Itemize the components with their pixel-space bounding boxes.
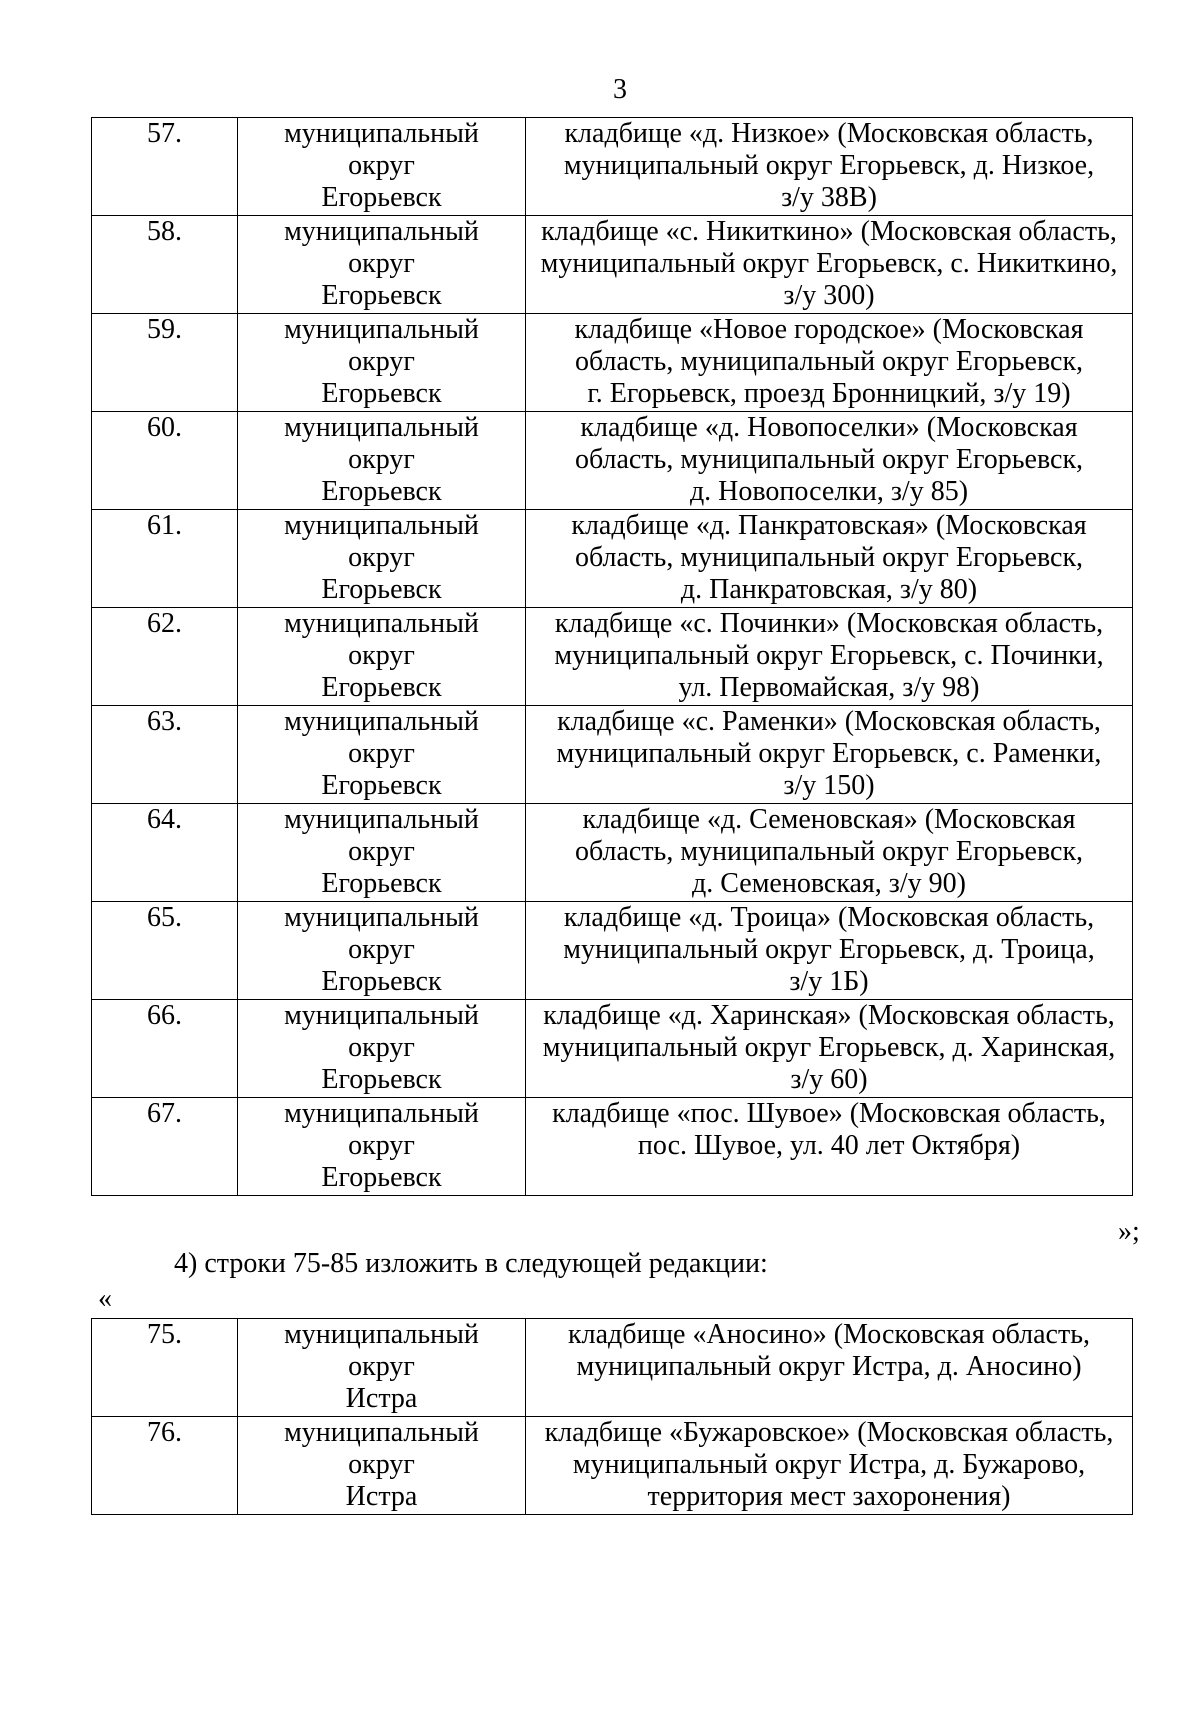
okrug-line: муниципальный xyxy=(284,118,479,149)
description-line: муниципальный округ Егорьевск, д. Низкое, xyxy=(563,150,1095,181)
okrug-line: муниципальный xyxy=(284,412,479,443)
cemetery-table-1 xyxy=(91,117,1133,1196)
row-number: 75. xyxy=(92,1319,238,1417)
description-line: кладбище «д. Новопоселки» (Московская xyxy=(580,412,1078,443)
okrug-line: Егорьевск xyxy=(321,574,442,605)
table-row xyxy=(92,804,1133,902)
okrug-line: муниципальный xyxy=(284,1417,479,1448)
description-cell xyxy=(526,216,1133,314)
description-line: кладбище «д. Харинская» (Московская область, xyxy=(543,1000,1115,1031)
description-line: область, муниципальный округ Егорьевск, xyxy=(574,346,1084,377)
okrug-line: округ xyxy=(348,444,415,475)
okrug-cell xyxy=(238,412,526,510)
table-row xyxy=(92,1319,1133,1417)
okrug-line: округ xyxy=(348,1449,415,1480)
opening-quote: « xyxy=(98,1283,112,1314)
okrug-cell xyxy=(238,216,526,314)
description-line: область, муниципальный округ Егорьевск, xyxy=(574,542,1084,573)
row-number: 61. xyxy=(92,510,238,608)
okrug-line: Егорьевск xyxy=(321,1064,442,1095)
okrug-line: округ xyxy=(348,1130,415,1161)
description-line: область, муниципальный округ Егорьевск, xyxy=(574,836,1084,867)
okrug-cell xyxy=(238,608,526,706)
description-line: муниципальный округ Егорьевск, с. Починки, xyxy=(554,640,1104,671)
row-number: 58. xyxy=(92,216,238,314)
description-line: ул. Первомайская, з/у 98) xyxy=(678,672,980,703)
okrug-line: Егорьевск xyxy=(321,182,442,213)
description-line: кладбище «с. Никиткино» (Московская область, xyxy=(541,216,1117,247)
table-row xyxy=(92,314,1133,412)
row-number: 59. xyxy=(92,314,238,412)
row-number: 65. xyxy=(92,902,238,1000)
okrug-line: муниципальный xyxy=(284,314,479,345)
description-line: з/у 300) xyxy=(783,280,875,311)
cemetery-table-2 xyxy=(91,1318,1133,1515)
description-cell xyxy=(526,804,1133,902)
okrug-line: округ xyxy=(348,1351,415,1382)
table-row xyxy=(92,1098,1133,1196)
instruction-text: 4) строки 75-85 изложить в следующей редакции: xyxy=(174,1248,768,1279)
okrug-line: муниципальный xyxy=(284,216,479,247)
okrug-line: Егорьевск xyxy=(321,476,442,507)
okrug-line: округ xyxy=(348,738,415,769)
okrug-line: муниципальный xyxy=(284,804,479,835)
okrug-line: округ xyxy=(348,248,415,279)
description-line: кладбище «пос. Шувое» (Московская область, xyxy=(552,1098,1106,1129)
okrug-line: округ xyxy=(348,640,415,671)
description-cell xyxy=(526,1000,1133,1098)
description-line: пос. Шувое, ул. 40 лет Октября) xyxy=(637,1130,1021,1161)
table-row xyxy=(92,510,1133,608)
description-cell xyxy=(526,118,1133,216)
description-line: з/у 60) xyxy=(790,1064,868,1095)
description-cell xyxy=(526,608,1133,706)
okrug-line: округ xyxy=(348,346,415,377)
okrug-line: Истра xyxy=(345,1481,418,1512)
table-row xyxy=(92,1000,1133,1098)
okrug-line: Егорьевск xyxy=(321,280,442,311)
okrug-line: округ xyxy=(348,934,415,965)
description-line: область, муниципальный округ Егорьевск, xyxy=(574,444,1084,475)
okrug-cell xyxy=(238,1000,526,1098)
table-row xyxy=(92,608,1133,706)
description-cell xyxy=(526,314,1133,412)
okrug-line: Егорьевск xyxy=(321,378,442,409)
description-line: кладбище «Бужаровское» (Московская область, xyxy=(544,1417,1114,1448)
description-cell xyxy=(526,902,1133,1000)
okrug-cell xyxy=(238,706,526,804)
okrug-line: муниципальный xyxy=(284,608,479,639)
okrug-line: округ xyxy=(348,542,415,573)
description-line: кладбище «д. Панкратовская» (Московская xyxy=(571,510,1087,541)
okrug-cell xyxy=(238,314,526,412)
row-number: 57. xyxy=(92,118,238,216)
table-row xyxy=(92,412,1133,510)
okrug-line: Истра xyxy=(345,1383,418,1414)
okrug-cell xyxy=(238,902,526,1000)
okrug-cell xyxy=(238,510,526,608)
description-line: з/у 1Б) xyxy=(789,966,869,997)
description-line: муниципальный округ Егорьевск, с. Раменки, xyxy=(556,738,1102,769)
table-row xyxy=(92,216,1133,314)
description-cell xyxy=(526,412,1133,510)
row-number: 63. xyxy=(92,706,238,804)
description-line: муниципальный округ Егорьевск, д. Харинская, xyxy=(542,1032,1116,1063)
okrug-cell xyxy=(238,1319,526,1417)
description-line: кладбище «Новое городское» (Московская xyxy=(574,314,1084,345)
okrug-line: округ xyxy=(348,1032,415,1063)
description-line: з/у 150) xyxy=(783,770,875,801)
description-line: кладбище «д. Низкое» (Московская область, xyxy=(564,118,1094,149)
cemetery-table-2-body xyxy=(92,1319,1133,1515)
description-cell xyxy=(526,706,1133,804)
description-line: муниципальный округ Истра, д. Бужарово, xyxy=(572,1449,1086,1480)
description-cell xyxy=(526,1417,1133,1515)
okrug-line: муниципальный xyxy=(284,902,479,933)
description-line: кладбище «д. Троица» (Московская область, xyxy=(563,902,1095,933)
row-number: 76. xyxy=(92,1417,238,1515)
row-number: 62. xyxy=(92,608,238,706)
row-number: 60. xyxy=(92,412,238,510)
description-cell xyxy=(526,1098,1133,1196)
okrug-cell xyxy=(238,1417,526,1515)
description-cell xyxy=(526,1319,1133,1417)
okrug-line: муниципальный xyxy=(284,1098,479,1129)
okrug-line: округ xyxy=(348,836,415,867)
description-line: кладбище «с. Раменки» (Московская область, xyxy=(557,706,1101,737)
row-number: 67. xyxy=(92,1098,238,1196)
closing-quote: »; xyxy=(1118,1216,1140,1247)
description-cell xyxy=(526,510,1133,608)
description-line: кладбище «д. Семеновская» (Московская xyxy=(582,804,1076,835)
table-row xyxy=(92,1417,1133,1515)
okrug-cell xyxy=(238,804,526,902)
okrug-cell xyxy=(238,1098,526,1196)
okrug-line: Егорьевск xyxy=(321,672,442,703)
page-number: 3 xyxy=(613,74,627,105)
table-row xyxy=(92,706,1133,804)
cemetery-table-1-body xyxy=(92,118,1133,1196)
row-number: 64. xyxy=(92,804,238,902)
description-line: з/у 38В) xyxy=(781,182,877,213)
description-line: д. Семеновская, з/у 90) xyxy=(692,868,966,899)
table-row xyxy=(92,902,1133,1000)
description-line: территория мест захоронения) xyxy=(647,1481,1011,1512)
okrug-line: Егорьевск xyxy=(321,966,442,997)
description-line: д. Панкратовская, з/у 80) xyxy=(680,574,978,605)
okrug-line: Егорьевск xyxy=(321,770,442,801)
description-line: д. Новопоселки, з/у 85) xyxy=(689,476,969,507)
description-line: кладбище «Аносино» (Московская область, xyxy=(568,1319,1090,1350)
description-line: муниципальный округ Егорьевск, с. Никиткино, xyxy=(540,248,1118,279)
description-line: муниципальный округ Егорьевск, д. Троица, xyxy=(563,934,1095,965)
okrug-line: Егорьевск xyxy=(321,1162,442,1193)
okrug-line: округ xyxy=(348,150,415,181)
description-line: кладбище «с. Починки» (Московская область, xyxy=(554,608,1104,639)
okrug-line: Егорьевск xyxy=(321,868,442,899)
row-number: 66. xyxy=(92,1000,238,1098)
description-line: г. Егорьевск, проезд Бронницкий, з/у 19) xyxy=(587,378,1071,409)
okrug-line: муниципальный xyxy=(284,1319,479,1350)
okrug-line: муниципальный xyxy=(284,706,479,737)
table-row xyxy=(92,118,1133,216)
okrug-line: муниципальный xyxy=(284,1000,479,1031)
okrug-cell xyxy=(238,118,526,216)
description-line: муниципальный округ Истра, д. Аносино) xyxy=(576,1351,1082,1382)
okrug-line: муниципальный xyxy=(284,510,479,541)
